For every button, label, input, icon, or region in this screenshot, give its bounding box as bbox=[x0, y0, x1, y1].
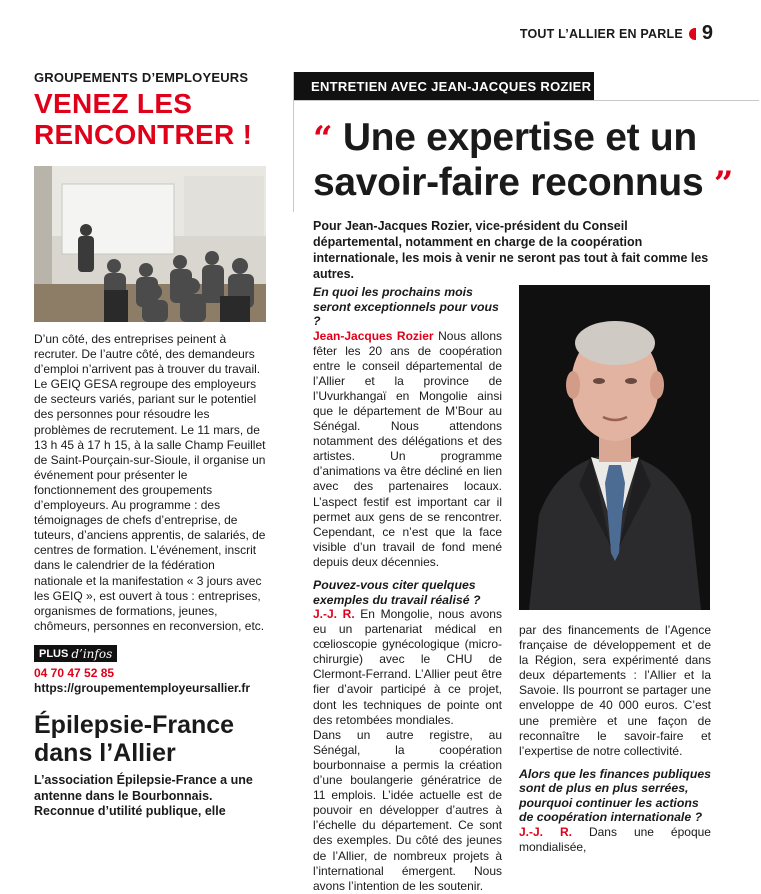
answer-1-text: Nous allons fêter les 20 ans de coopération entre le conseil départemental de l’Allier et la province de l’Uvurkhangaï en Mongolie ainsi que le département de M’Bour au Sénégal. Nous attendons notamment des délégations et des artistes. Un programme d’animations va être décliné en lien avec des partenaires locaux. L’aspect festif est important car il permet aux gens de se rencontrer. Cependant, ce n’est que la face visible d’un travail de fond mené depuis deux décennies. bbox=[313, 328, 502, 569]
question-2: Pouvez-vous citer quelques exemples du travail réalisé ? bbox=[313, 578, 481, 607]
phone-number: 04 70 47 52 85 bbox=[34, 666, 115, 680]
interview-band: ENTRETIEN AVEC JEAN-JACQUES ROZIER bbox=[294, 72, 594, 100]
sidebar-article bbox=[34, 70, 268, 150]
next-article-intro: L’association Épilepsie-France a une antenne dans le Bourbonnais. Reconnue d’utilité publique, elle bbox=[34, 773, 253, 818]
open-quote-icon: “ bbox=[313, 119, 333, 159]
section-label: TOUT L’ALLIER EN PARLE bbox=[519, 26, 683, 41]
answer-3 bbox=[519, 825, 711, 855]
meeting-photo-illustration bbox=[34, 166, 266, 322]
article-title-line1 bbox=[313, 116, 743, 161]
portrait-illustration bbox=[519, 285, 710, 610]
divider-horizontal bbox=[294, 100, 759, 101]
title-text-1: Une expertise et un bbox=[342, 116, 697, 159]
article-title-line2 bbox=[313, 161, 743, 206]
next-article-title-line1: Épilepsie-France bbox=[34, 711, 235, 739]
portrait-photo bbox=[519, 285, 710, 610]
sidebar-body: D’un côté, des entreprises peinent à recruter. De l’autre côté, des demandeurs d’emploi n’arrivent pas à trouver du travail. Le GEIQ GESA regroupe des employeurs de secteurs variés, pariant sur le potentiel des personnes pour résoudre les problèmes de recrutement. Le 11 mars, de 13 h 45 à 17 h 15, à la salle Champ Feuillet de Saint-Pourçain-sur-Sioule, il organise un événement pour présenter le fonctionnement des groupements d’employeurs. Au programme : des témoignages de chefs d’entreprise, de tuteurs, d’anciens apprentis, de salariés, de centres de formation. L’événement, inscrit dans le calendrier de la fédération nationale et la manifestation « 3 jours avec les GEIQ », est ouvert à tous : entreprises, organismes de formations, jeunes, chômeurs, personnes en reconversion, etc. bbox=[34, 332, 266, 633]
answer-2-text-a: En Mongolie, nous avons eu un partenariat médical en cœlioscopie gynécologique (micro-chirurgie) avec le CHU de Clermont-Ferrand. L’Allier peut être fier d’avoir participé à ce projet, dont les techniques de pointe ont des retombées mondiales. bbox=[313, 607, 502, 727]
close-quote-icon: ” bbox=[713, 164, 734, 204]
page-number: 9 bbox=[701, 22, 713, 44]
article-column-2 bbox=[519, 623, 711, 855]
sidebar-kicker: GROUPEMENTS D’EMPLOYEURS bbox=[34, 70, 249, 85]
question-1: En quoi les prochains mois seront exceptionnels pour vous ? bbox=[313, 285, 499, 328]
article-column-1 bbox=[313, 285, 502, 894]
answer-1 bbox=[313, 329, 502, 571]
speaker-name: Jean-Jacques Rozier bbox=[313, 328, 434, 343]
website-link[interactable]: https://groupementemployeursallier.fr bbox=[34, 681, 251, 695]
sidebar-title-line1: VENEZ LES bbox=[34, 88, 193, 119]
more-info-badge bbox=[34, 645, 117, 662]
article-lead: Pour Jean-Jacques Rozier, vice-président du Conseil départemental, notamment en charge de la coopération internationale, les mois à venir ne seront pas tout à fait comme les autres. bbox=[313, 219, 709, 281]
next-article-title bbox=[34, 711, 268, 767]
meeting-photo bbox=[34, 166, 266, 322]
sidebar-title bbox=[34, 88, 268, 150]
page-header bbox=[520, 22, 713, 45]
next-article-title-line2: dans l’Allier bbox=[34, 739, 176, 767]
column-2-text: par des financements de l’Agence française de développement et de la Région, sera expérimenté dans deux départements : l’Allier et la Savoie. Ils pourront se partager une enveloppe de 40 000 euros. C’est une première et une façon de reconnaître le savoir-faire et l’expertise de notre collectivité. bbox=[519, 623, 711, 758]
more-info-label: PLUS bbox=[39, 647, 69, 660]
speaker-initials-2: J.-J. R. bbox=[519, 824, 572, 839]
speaker-initials: J.-J. R. bbox=[313, 607, 355, 621]
answer-3-text: Dans une époque mondialisée, bbox=[519, 824, 711, 854]
answer-2-b: Dans un autre registre, au Sénégal, la coopération bourbonnaise a permis la création d’une boulangerie génératrice de 11 emplois. L’idée actuelle est de pouvoir en développer d’autres à l’échelle du département. Ce sont des exemples. Du côté des jeunes de l’Allier, de nombreux projets à l’international émergent. Nous avons l’intention de les soutenir. bbox=[313, 727, 502, 893]
answer-2 bbox=[313, 607, 502, 728]
question-3: Alors que les finances publiques sont de plus en plus serrées, pourquoi continuer les actions de coopération internationale ? bbox=[519, 766, 712, 825]
article-title bbox=[313, 116, 743, 206]
red-half-circle-icon bbox=[689, 28, 696, 40]
title-text-2: savoir-faire reconnus bbox=[313, 161, 704, 204]
sidebar-title-line2: RENCONTRER ! bbox=[34, 119, 253, 150]
more-info-script: d’infos bbox=[71, 646, 113, 661]
